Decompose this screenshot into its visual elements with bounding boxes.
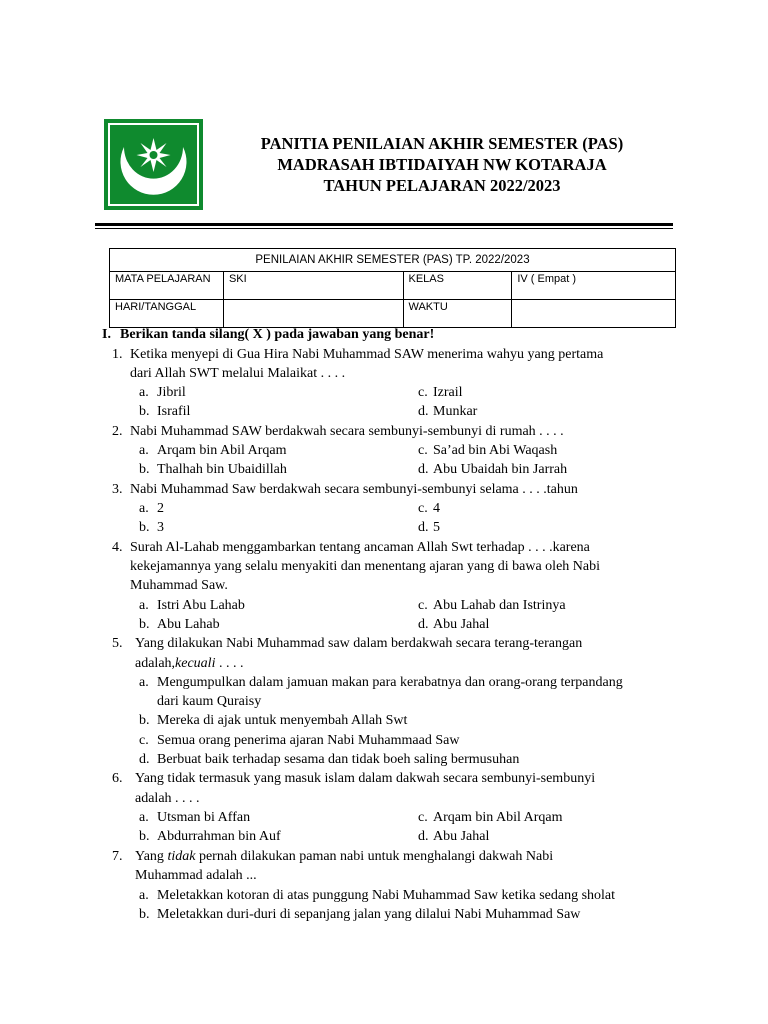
option-text: Abu Lahab	[157, 617, 220, 632]
header-line-3: TAHUN PELAJARAN 2022/2023	[323, 176, 561, 195]
question-number: 6.	[112, 771, 123, 786]
option-text: Utsman bi Affan	[157, 810, 251, 825]
option-text: Abu Ubaidah bin Jarrah	[433, 462, 568, 477]
option-letter: a.	[139, 810, 149, 825]
question-number: 3.	[112, 482, 123, 497]
option-letter: a.	[139, 385, 149, 400]
kelas-label: KELAS	[403, 272, 512, 300]
exam-title-cell: PENILAIAN AKHIR SEMESTER (PAS) TP. 2022/2023	[110, 249, 676, 272]
document-header	[212, 133, 672, 196]
question-text: Muhammad adalah ...	[135, 868, 257, 883]
option-letter: b.	[139, 907, 150, 922]
option-text: Izrail	[433, 385, 463, 400]
question-number: 2.	[112, 424, 123, 439]
option-letter: d.	[418, 829, 429, 844]
option-text: 5	[433, 520, 440, 535]
question-text: Muhammad Saw.	[130, 578, 228, 593]
option-text: 3	[157, 520, 164, 535]
option-letter: d.	[139, 752, 150, 767]
emphasis-text: kecuali	[175, 656, 216, 671]
option-text: Abu Jahal	[433, 829, 490, 844]
question-number: 4.	[112, 540, 123, 555]
header-line-1: PANITIA PENILAIAN AKHIR SEMESTER (PAS)	[260, 134, 624, 153]
option-text: dari kaum Quraisy	[157, 694, 262, 709]
option-letter: a.	[139, 443, 149, 458]
question-text: Yang tidak termasuk yang masuk islam dalam dakwah secara sembunyi-sembunyi	[135, 771, 596, 786]
mapel-label: MATA PELAJARAN	[110, 272, 224, 300]
header-rule-thin	[95, 228, 673, 229]
table-row	[110, 272, 676, 300]
option-text: Mengumpulkan dalam jamuan makan para kerabatnya dan orang-orang terpandang	[157, 675, 623, 690]
option-text: Abu Jahal	[433, 617, 490, 632]
option-text: Berbuat baik terhadap sesama dan tidak boeh saling bermusuhan	[157, 752, 520, 767]
option-letter: a.	[139, 598, 149, 613]
question-number: 1.	[112, 347, 123, 362]
option-text: Arqam bin Abil Arqam	[433, 810, 563, 825]
option-letter: b.	[139, 404, 150, 419]
option-letter: c.	[418, 443, 428, 458]
question-number: 7.	[112, 849, 123, 864]
option-text: Munkar	[433, 404, 478, 419]
option-text: Meletakkan kotoran di atas punggung Nabi Muhammad Saw ketika sedang sholat	[157, 888, 616, 903]
option-text: Thalhah bin Ubaidillah	[157, 462, 287, 477]
option-letter: c.	[139, 733, 149, 748]
hari-label: HARI/TANGGAL	[110, 300, 224, 328]
section-title: Berikan tanda silang( X ) pada jawaban yang benar!	[120, 327, 435, 342]
question-text: Surah Al-Lahab menggambarkan tentang ancaman Allah Swt terhadap . . . .karena	[130, 540, 590, 555]
crescent-star-icon	[104, 119, 203, 210]
option-text: Mereka di ajak untuk menyembah Allah Swt	[157, 713, 408, 728]
question-text: Ketika menyepi di Gua Hira Nabi Muhammad SAW menerima wahyu yang pertama	[130, 347, 604, 362]
option-letter: b.	[139, 829, 150, 844]
question-number: 5.	[112, 636, 123, 651]
option-letter: c.	[418, 501, 428, 516]
option-text: Meletakkan duri-duri di sepanjang jalan yang dilalui Nabi Muhammad Saw	[157, 907, 581, 922]
option-text: Arqam bin Abil Arqam	[157, 443, 287, 458]
option-text: Abdurrahman bin Auf	[157, 829, 281, 844]
option-letter: d.	[418, 462, 429, 477]
table-title-row	[110, 249, 676, 272]
question-text: adalah . . . .	[135, 791, 200, 806]
question-text: adalah,kecuali . . . .	[135, 656, 244, 671]
waktu-value	[512, 300, 676, 328]
question-text: kekejamannya yang selalu menyakiti dan menentang ajaran yang di bawa oleh Nabi	[130, 559, 600, 574]
mapel-value: SKI	[223, 272, 403, 300]
option-text: Istri Abu Lahab	[157, 598, 245, 613]
table-row	[110, 300, 676, 328]
option-text: 4	[433, 501, 440, 516]
question-text: Nabi Muhammad SAW berdakwah secara sembunyi-sembunyi di rumah . . . .	[130, 424, 564, 439]
question-text: Yang tidak pernah dilakukan paman nabi untuk menghalangi dakwah Nabi	[135, 849, 554, 864]
option-letter: a.	[139, 501, 149, 516]
option-text: Israfil	[157, 404, 191, 419]
hari-value	[223, 300, 403, 328]
option-letter: a.	[139, 888, 149, 903]
option-letter: d.	[418, 404, 429, 419]
kelas-value: IV ( Empat )	[512, 272, 676, 300]
section-number: I.	[102, 327, 111, 342]
option-letter: c.	[418, 598, 428, 613]
option-text: Jibril	[157, 385, 186, 400]
school-logo	[104, 119, 203, 210]
emphasis-text: tidak	[167, 849, 196, 864]
option-letter: b.	[139, 520, 150, 535]
option-letter: d.	[418, 617, 429, 632]
option-letter: c.	[418, 385, 428, 400]
option-letter: b.	[139, 617, 150, 632]
option-letter: b.	[139, 462, 150, 477]
exam-info-table	[109, 248, 676, 328]
option-letter: c.	[418, 810, 428, 825]
option-text: Semua orang penerima ajaran Nabi Muhammaad Saw	[157, 733, 460, 748]
option-text: Sa’ad bin Abi Waqash	[433, 443, 558, 458]
waktu-label: WAKTU	[403, 300, 512, 328]
question-text: Nabi Muhammad Saw berdakwah secara sembunyi-sembunyi selama . . . .tahun	[130, 482, 578, 497]
option-text: Abu Lahab dan Istrinya	[433, 598, 566, 613]
option-text: 2	[157, 501, 164, 516]
header-line-2: MADRASAH IBTIDAIYAH NW KOTARAJA	[277, 155, 607, 174]
header-rule-thick	[95, 223, 673, 226]
question-text: dari Allah SWT melalui Malaikat . . . .	[130, 366, 346, 381]
question-text: Yang dilakukan Nabi Muhammad saw dalam berdakwah secara terang-terangan	[135, 636, 583, 651]
option-letter: a.	[139, 675, 149, 690]
option-letter: b.	[139, 713, 150, 728]
option-letter: d.	[418, 520, 429, 535]
